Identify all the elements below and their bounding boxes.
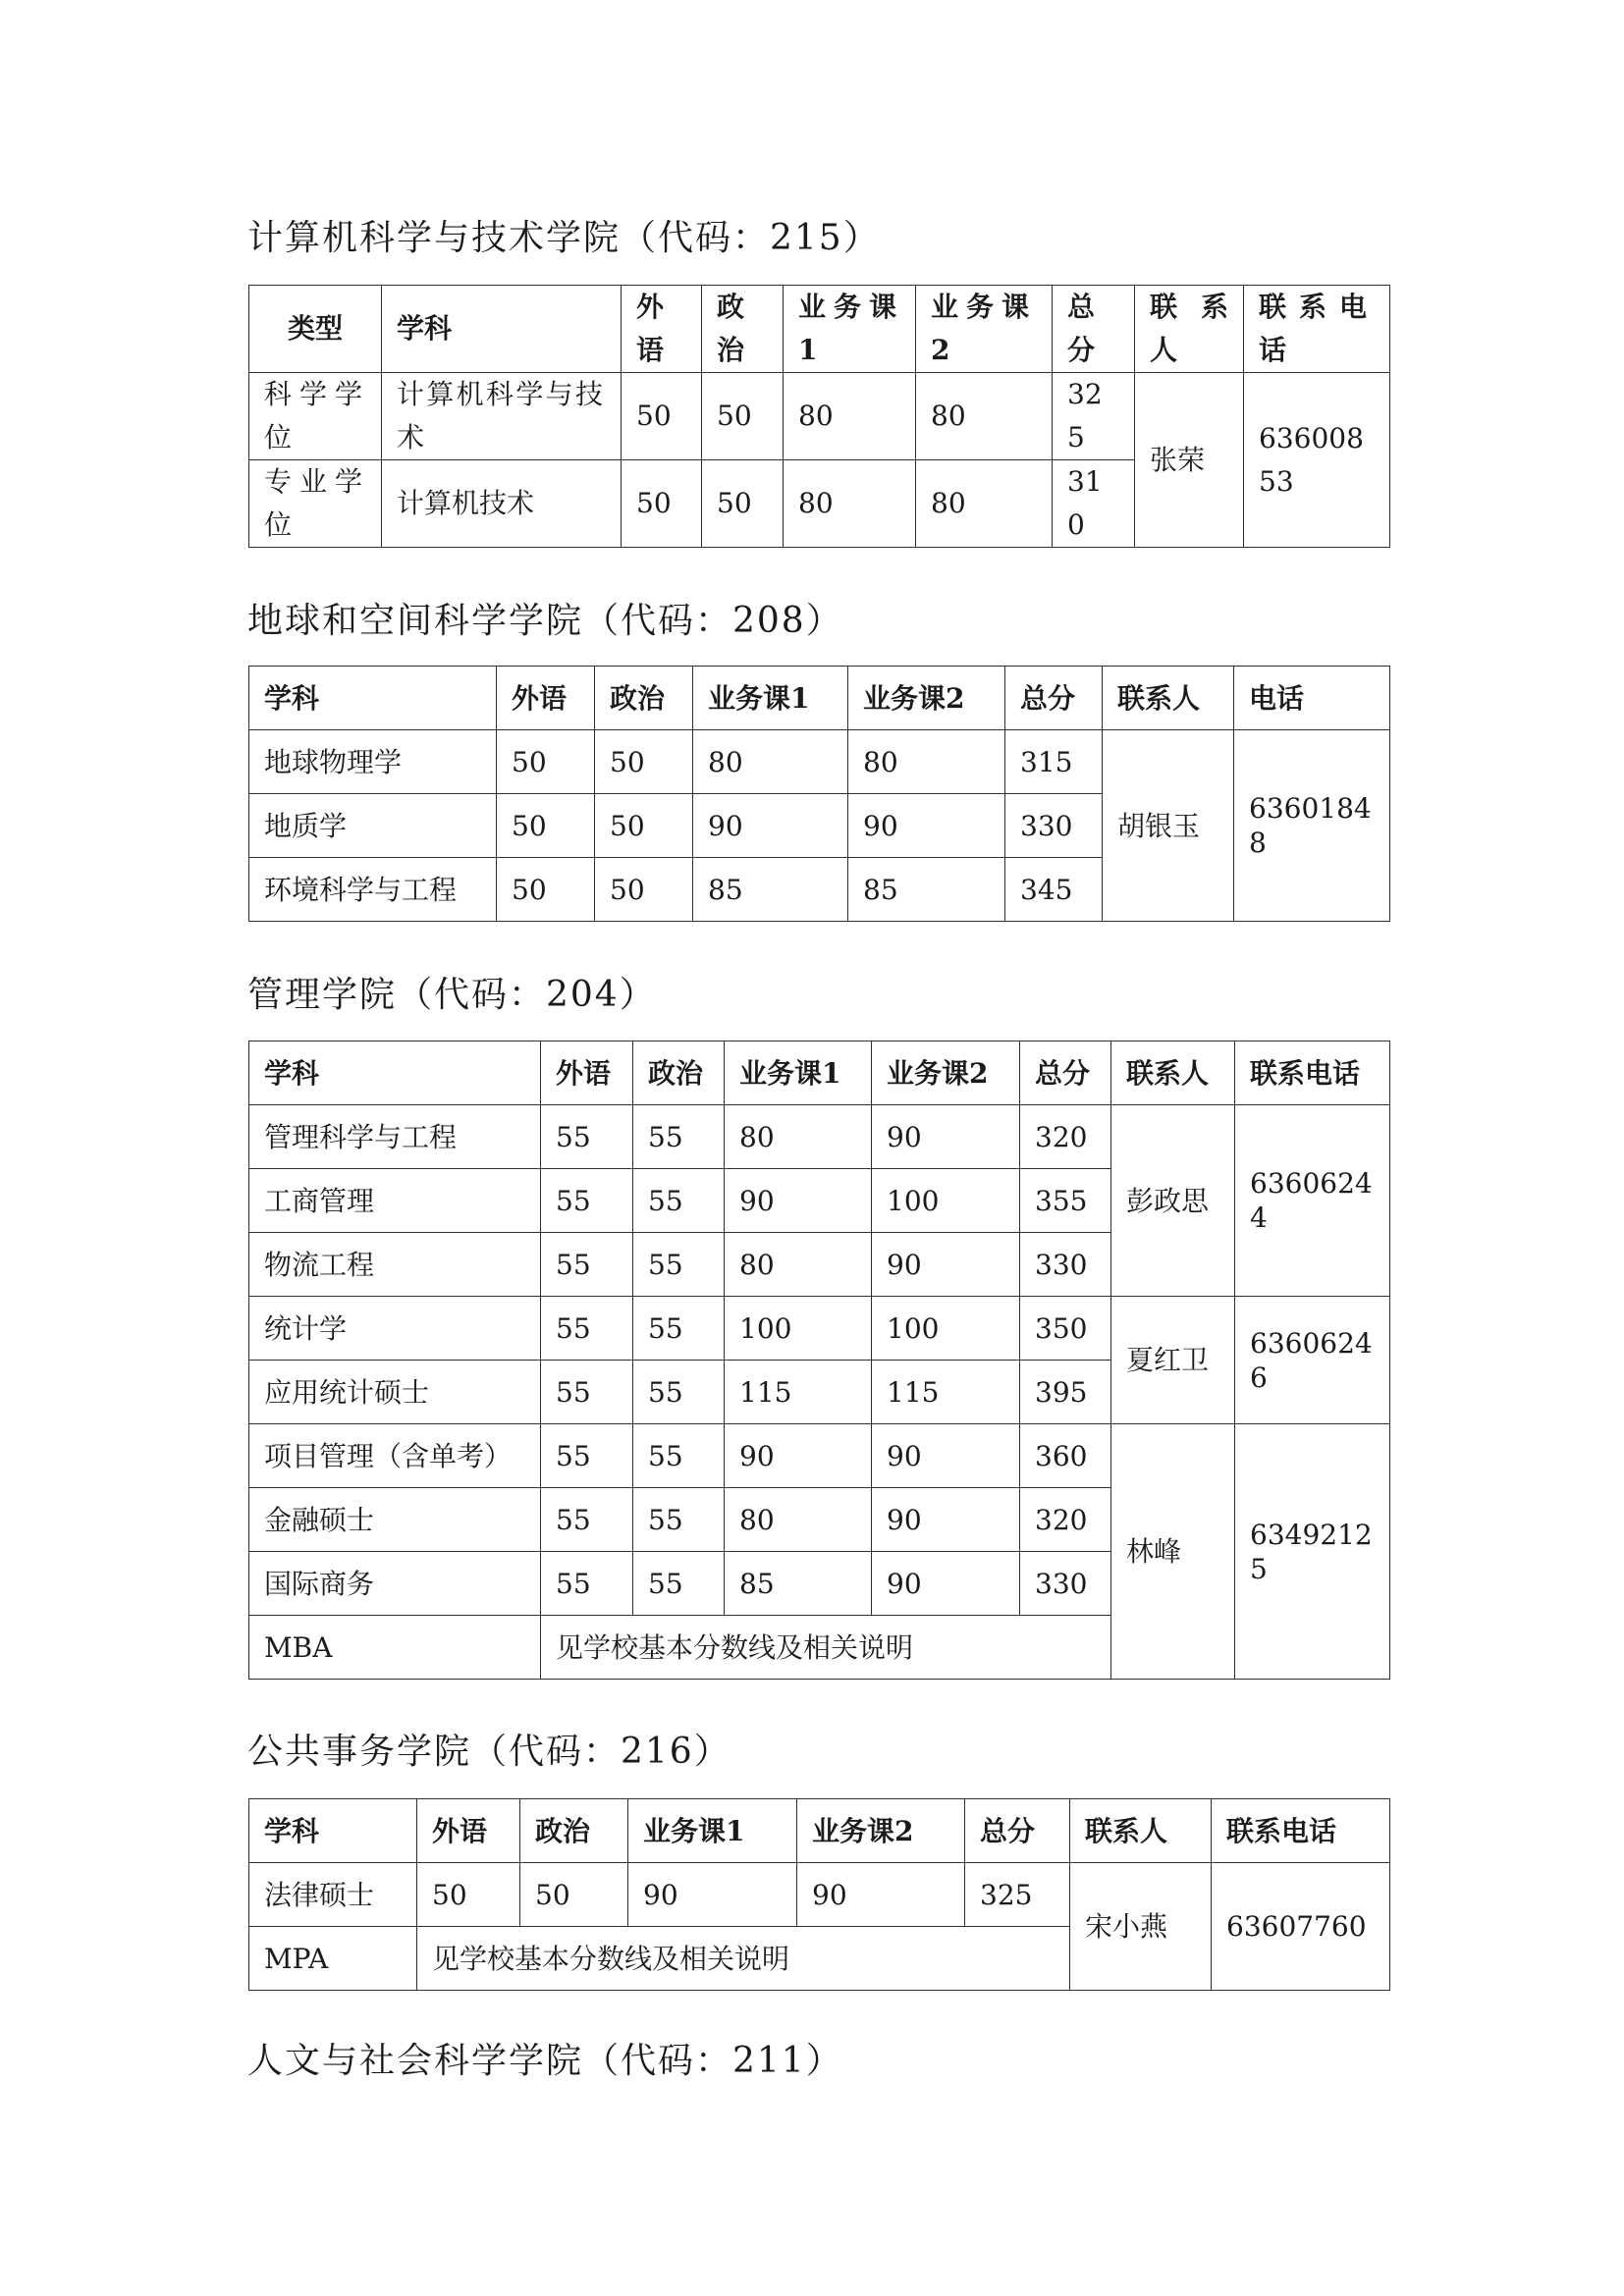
header-course-2: [916, 286, 1053, 373]
course-1-score: 80: [725, 1233, 872, 1297]
contact-phone: 63606244: [1235, 1105, 1390, 1297]
course-2-score: 80: [916, 373, 1053, 460]
degree-type-cell: [249, 460, 382, 548]
course-1-score: 90: [725, 1169, 872, 1233]
total-score: 330: [1020, 1233, 1111, 1297]
header-course-2: 业务课2: [872, 1041, 1020, 1105]
foreign-language-score: 55: [541, 1424, 633, 1488]
foreign-language-score: 55: [541, 1105, 633, 1169]
total-score: 355: [1020, 1169, 1111, 1233]
header-politics: 政治: [702, 286, 784, 373]
politics-score: 55: [633, 1233, 725, 1297]
politics-score: 55: [633, 1488, 725, 1552]
foreign-language-score: 55: [541, 1488, 633, 1552]
course-1-score: 90: [693, 794, 848, 858]
header-course-1-label: 业务课1: [798, 291, 896, 366]
section-heading-public-affairs: 公共事务学院（代码：216）: [247, 1732, 731, 1772]
header-course-1: 业务课1: [725, 1041, 872, 1105]
header-course-1: [784, 286, 916, 373]
course-1-score: 90: [725, 1424, 872, 1488]
contact-phone: 63607760: [1212, 1863, 1390, 1991]
subject-cell: 管理科学与工程: [249, 1105, 541, 1169]
subject-cell: 项目管理（含单考）: [249, 1424, 541, 1488]
subject-cell: 国际商务: [249, 1552, 541, 1616]
table-row: [249, 373, 1390, 460]
foreign-language-score: 55: [541, 1552, 633, 1616]
foreign-language-score: 55: [541, 1297, 633, 1361]
table-row: [249, 730, 1390, 794]
course-1-score: 80: [693, 730, 848, 794]
contact-name: 胡银玉: [1103, 730, 1234, 922]
politics-score: 55: [633, 1297, 725, 1361]
computer-science-score-table: [248, 285, 1390, 548]
politics-score: 50: [595, 730, 693, 794]
total-score: 360: [1020, 1424, 1111, 1488]
contact-phone: 63492125: [1235, 1424, 1390, 1680]
total-score: 345: [1005, 858, 1103, 922]
course-2-score: 90: [797, 1863, 965, 1927]
politics-score: 55: [633, 1424, 725, 1488]
total-score: 325: [1053, 373, 1135, 460]
header-phone: 联系电话: [1212, 1799, 1390, 1863]
header-total: 总分: [1005, 667, 1103, 730]
foreign-language-score: 55: [541, 1361, 633, 1424]
header-course-2: 业务课2: [848, 667, 1005, 730]
subject-cell: 法律硕士: [249, 1863, 417, 1927]
politics-score: 55: [633, 1552, 725, 1616]
subject-label: 计算机科学与技术: [397, 378, 603, 454]
politics-score: 55: [633, 1361, 725, 1424]
section-heading-computer-science: 计算机科学与技术学院（代码：215）: [247, 218, 881, 258]
total-score: 395: [1020, 1361, 1111, 1424]
degree-type-label: 专业学位: [264, 465, 362, 541]
header-course-1: 业务课1: [693, 667, 848, 730]
total-score: 330: [1005, 794, 1103, 858]
politics-score: 55: [633, 1105, 725, 1169]
header-total: 总分: [965, 1799, 1070, 1863]
header-foreign-language: 外语: [622, 286, 702, 373]
total-score: 330: [1020, 1552, 1111, 1616]
public-affairs-score-table: [248, 1798, 1390, 1991]
foreign-language-score: 50: [497, 858, 595, 922]
subject-cell: 物流工程: [249, 1233, 541, 1297]
header-subject: 学科: [249, 1041, 541, 1105]
subject-cell: MBA: [249, 1616, 541, 1680]
table-header-row: [249, 286, 1390, 373]
course-1-score: 85: [725, 1552, 872, 1616]
course-2-score: 90: [872, 1233, 1020, 1297]
course-2-score: 90: [872, 1424, 1020, 1488]
header-subject: 学科: [249, 667, 497, 730]
header-contact: 联系人: [1070, 1799, 1212, 1863]
total-score: 310: [1053, 460, 1135, 548]
foreign-language-score: 50: [622, 373, 702, 460]
subject-cell: 计算机技术: [382, 460, 622, 548]
subject-cell: 环境科学与工程: [249, 858, 497, 922]
subject-cell: MPA: [249, 1927, 417, 1991]
politics-score: 50: [702, 460, 784, 548]
section-heading-humanities-social-science: 人文与社会科学学院（代码：211）: [247, 2041, 843, 2081]
header-phone: 电话: [1234, 667, 1390, 730]
course-1-score: 80: [784, 373, 916, 460]
course-1-score: 80: [725, 1488, 872, 1552]
foreign-language-score: 55: [541, 1233, 633, 1297]
table-row: [249, 1424, 1390, 1488]
header-degree-type: 类型: [249, 286, 382, 373]
header-phone-label: 联系电话: [1259, 291, 1367, 366]
course-2-score: 100: [872, 1169, 1020, 1233]
header-contact: 联系人: [1111, 1041, 1235, 1105]
header-foreign-language: 外语: [417, 1799, 520, 1863]
politics-score: 55: [633, 1169, 725, 1233]
subject-cell: 工商管理: [249, 1169, 541, 1233]
section-heading-earth-space-science: 地球和空间科学学院（代码：208）: [247, 601, 843, 641]
course-2-score: 90: [872, 1105, 1020, 1169]
header-subject: 学科: [249, 1799, 417, 1863]
management-score-table: [248, 1041, 1390, 1680]
politics-score: 50: [520, 1863, 628, 1927]
foreign-language-score: 50: [497, 730, 595, 794]
table-row: [249, 1297, 1390, 1361]
degree-type-label: 科学学位: [264, 378, 362, 454]
header-course-2: 业务课2: [797, 1799, 965, 1863]
degree-type-cell: [249, 373, 382, 460]
header-total: 总分: [1053, 286, 1135, 373]
course-2-score: 90: [872, 1552, 1020, 1616]
contact-name: 张荣: [1135, 373, 1244, 548]
foreign-language-score: 50: [497, 794, 595, 858]
course-2-score: 80: [848, 730, 1005, 794]
course-1-score: 80: [784, 460, 916, 548]
header-contact: 联系人: [1103, 667, 1234, 730]
total-score: 325: [965, 1863, 1070, 1927]
header-subject: 学科: [382, 286, 622, 373]
contact-phone: 63600853: [1244, 373, 1390, 548]
table-header-row: [249, 1041, 1390, 1105]
table-row: [249, 1105, 1390, 1169]
note-cell: 见学校基本分数线及相关说明: [541, 1616, 1111, 1680]
course-1-score: 85: [693, 858, 848, 922]
header-phone: 联系电话: [1235, 1041, 1390, 1105]
contact-name: 彭政思: [1111, 1105, 1235, 1297]
section-heading-management: 管理学院（代码：204）: [247, 975, 657, 1015]
earth-space-science-score-table: [248, 666, 1390, 922]
header-contact: [1135, 286, 1244, 373]
course-2-score: 115: [872, 1361, 1020, 1424]
total-score: 315: [1005, 730, 1103, 794]
header-foreign-language: 外语: [541, 1041, 633, 1105]
header-foreign-language: 外语: [497, 667, 595, 730]
contact-phone: 63606246: [1235, 1297, 1390, 1424]
table-header-row: [249, 667, 1390, 730]
course-2-score: 80: [916, 460, 1053, 548]
foreign-language-score: 50: [417, 1863, 520, 1927]
course-1-score: 80: [725, 1105, 872, 1169]
course-2-score: 90: [848, 794, 1005, 858]
table-row: [249, 1863, 1390, 1927]
subject-cell: 地质学: [249, 794, 497, 858]
subject-cell: 地球物理学: [249, 730, 497, 794]
header-course-2-label: 业务课2: [931, 291, 1029, 366]
subject-cell: 统计学: [249, 1297, 541, 1361]
header-politics: 政治: [633, 1041, 725, 1105]
course-2-score: 90: [872, 1488, 1020, 1552]
header-course-1: 业务课1: [628, 1799, 797, 1863]
contact-phone: 63601848: [1234, 730, 1390, 922]
table-header-row: [249, 1799, 1390, 1863]
header-politics: 政治: [595, 667, 693, 730]
politics-score: 50: [595, 794, 693, 858]
subject-cell: [382, 373, 622, 460]
course-2-score: 85: [848, 858, 1005, 922]
header-politics: 政治: [520, 1799, 628, 1863]
subject-cell: 金融硕士: [249, 1488, 541, 1552]
foreign-language-score: 50: [622, 460, 702, 548]
note-cell: 见学校基本分数线及相关说明: [417, 1927, 1070, 1991]
foreign-language-score: 55: [541, 1169, 633, 1233]
total-score: 350: [1020, 1297, 1111, 1361]
header-contact-label: 联系人: [1150, 291, 1228, 366]
course-1-score: 100: [725, 1297, 872, 1361]
subject-cell: 应用统计硕士: [249, 1361, 541, 1424]
politics-score: 50: [595, 858, 693, 922]
total-score: 320: [1020, 1488, 1111, 1552]
contact-name: 林峰: [1111, 1424, 1235, 1680]
course-1-score: 115: [725, 1361, 872, 1424]
header-phone: [1244, 286, 1390, 373]
contact-name: 宋小燕: [1070, 1863, 1212, 1991]
total-score: 320: [1020, 1105, 1111, 1169]
course-2-score: 100: [872, 1297, 1020, 1361]
politics-score: 50: [702, 373, 784, 460]
contact-name: 夏红卫: [1111, 1297, 1235, 1424]
course-1-score: 90: [628, 1863, 797, 1927]
header-total: 总分: [1020, 1041, 1111, 1105]
